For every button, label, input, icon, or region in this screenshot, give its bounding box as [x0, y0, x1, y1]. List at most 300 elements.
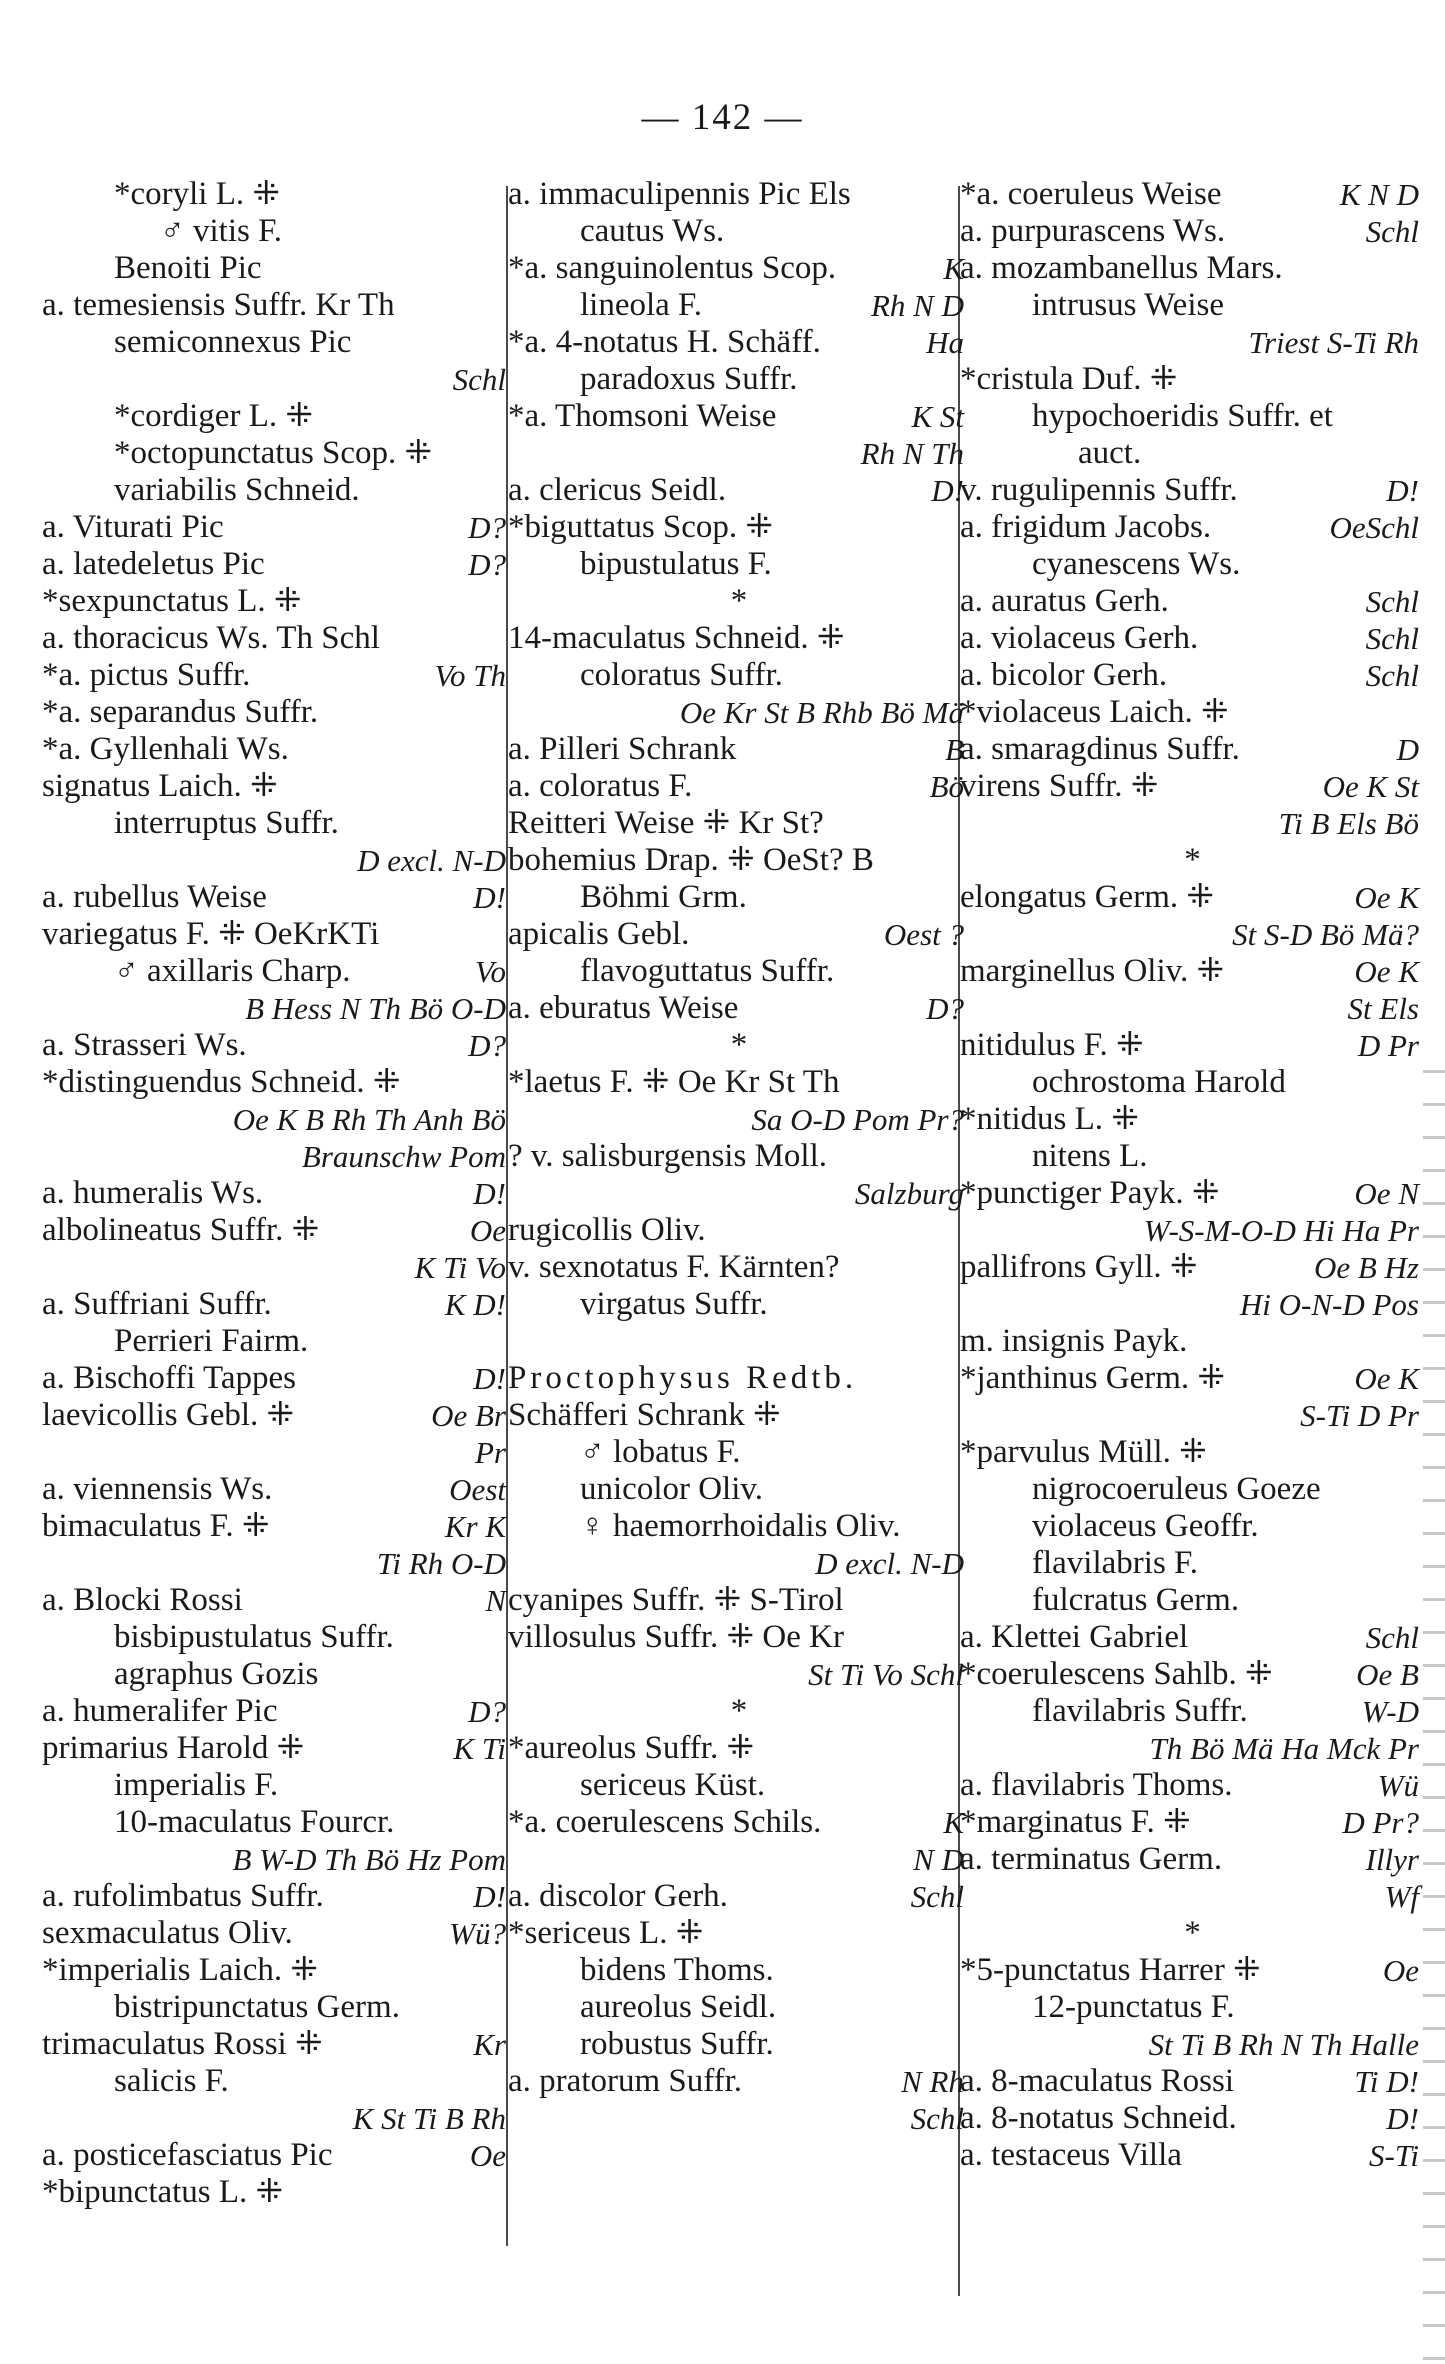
entry-text: a. discolor Gerh.	[508, 1878, 728, 1914]
entry-locality: N D	[913, 1842, 964, 1877]
entry-text: 14-maculatus Schneid. ⁜	[508, 620, 845, 656]
entry-line	[42, 990, 512, 1027]
entry-text: paradoxus Suffr.	[580, 361, 798, 397]
entry-text: a. immaculipennis Pic Els	[508, 176, 851, 212]
entry-text: bidens Thoms.	[580, 1952, 774, 1988]
entry-line	[508, 287, 970, 324]
entry-text: *	[1184, 1915, 1201, 1951]
entry-locality: K N D	[1339, 177, 1419, 212]
entry-text: lineola F.	[580, 287, 703, 323]
entry-locality: Oe K	[1354, 1361, 1419, 1396]
entry-line	[960, 1804, 1425, 1841]
entry-line	[960, 176, 1425, 213]
entry-text: albolineatus Suffr. ⁜	[42, 1212, 320, 1248]
entry-line	[508, 1397, 970, 1434]
entry-text: bipustulatus F.	[580, 546, 772, 582]
entry-locality: B Hess N Th Bö O-D	[245, 991, 506, 1026]
entry-text: *5-punctatus Harrer ⁜	[960, 1952, 1261, 1988]
entry-line	[960, 1767, 1425, 1804]
entry-locality: Schl	[1365, 214, 1419, 249]
entry-locality: Schl	[910, 1879, 964, 1914]
entry-locality: D	[1396, 732, 1419, 767]
entry-locality: Wü?	[449, 1916, 506, 1951]
entry-line	[42, 1804, 512, 1841]
entry-line	[42, 1952, 512, 1989]
entry-locality: Th Bö Mä Ha Mck Pr	[1149, 1731, 1419, 1766]
entry-text: signatus Laich. ⁜	[42, 768, 278, 804]
entry-locality: Wü	[1377, 1768, 1419, 1803]
entry-line	[960, 1138, 1425, 1175]
entry-line	[508, 361, 970, 398]
entry-text: *imperialis Laich. ⁜	[42, 1952, 318, 1988]
entry-locality: D?	[468, 1028, 506, 1063]
entry-line	[960, 361, 1425, 398]
entry-line	[42, 1027, 512, 1064]
entry-locality: D?	[468, 1694, 506, 1729]
entry-line	[42, 1656, 512, 1693]
entry-line	[508, 546, 970, 583]
entry-text: primarius Harold ⁜	[42, 1730, 305, 1766]
entry-text: a. thoracicus Ws. Th Schl	[42, 620, 380, 656]
entry-text: *cordiger L. ⁜	[114, 398, 313, 434]
entry-text: a. Pilleri Schrank	[508, 731, 737, 767]
page-edge-marks	[1423, 1040, 1445, 2360]
entry-line	[42, 1101, 512, 1138]
entry-locality: Pr	[475, 1435, 506, 1470]
entry-line	[960, 509, 1425, 546]
entry-text: *octopunctatus Scop. ⁜	[114, 435, 433, 471]
entry-text: coloratus Suffr.	[580, 657, 783, 693]
entry-line	[960, 1619, 1425, 1656]
entry-line	[960, 287, 1425, 324]
entry-line	[960, 250, 1425, 287]
entry-line	[42, 250, 512, 287]
entry-line	[960, 2137, 1425, 2174]
entry-text: *a. separandus Suffr.	[42, 694, 319, 730]
entry-locality: W-S-M-O-D Hi Ha Pr	[1143, 1213, 1419, 1248]
entry-line	[960, 324, 1425, 361]
entry-line	[508, 1212, 970, 1249]
entry-line	[508, 1545, 970, 1582]
entry-text: interruptus Suffr.	[114, 805, 339, 841]
entry-locality: D excl. N-D	[815, 1546, 964, 1581]
entry-text: sericeus Küst.	[580, 1767, 766, 1803]
section-separator	[508, 1027, 970, 1064]
entry-line	[42, 1434, 512, 1471]
entry-text: ♂ vitis F.	[160, 213, 283, 249]
entry-text: *aureolus Suffr. ⁜	[508, 1730, 755, 1766]
entry-text: *coryli L. ⁜	[114, 176, 281, 212]
entry-line	[508, 324, 970, 361]
entry-text: Benoiti Pic	[114, 250, 262, 286]
entry-line	[508, 176, 970, 213]
entry-text: *a. pictus Suffr.	[42, 657, 251, 693]
entry-locality: Oest	[449, 1472, 506, 1507]
entry-locality: S-Ti D Pr	[1300, 1398, 1419, 1433]
entry-text: a. coloratus F.	[508, 768, 693, 804]
entry-text: fulcratus Germ.	[1032, 1582, 1240, 1618]
entry-text: cyanipes Suffr. ⁜ S-Tirol	[508, 1582, 844, 1618]
entry-locality: S-Ti	[1369, 2138, 1419, 2173]
entry-line	[42, 1730, 512, 1767]
section-separator	[508, 583, 970, 620]
entry-text: *biguttatus Scop. ⁜	[508, 509, 774, 545]
entry-line	[508, 1101, 970, 1138]
entry-line	[960, 657, 1425, 694]
entry-line	[960, 1249, 1425, 1286]
entry-locality: St Ti Vo Schl	[808, 1657, 964, 1692]
entry-text: *a. Thomsoni Weise	[508, 398, 777, 434]
entry-line	[508, 768, 970, 805]
entry-locality: Oe Br	[431, 1398, 506, 1433]
entry-text: *parvulus Müll. ⁜	[960, 1434, 1207, 1470]
entry-locality: D!	[1386, 2101, 1419, 2136]
entry-text: apicalis Gebl.	[508, 916, 690, 952]
entry-text: elongatus Germ. ⁜	[960, 879, 1215, 915]
entry-text: a. 8-notatus Schneid.	[960, 2100, 1237, 2136]
entry-text: robustus Suffr.	[580, 2026, 774, 2062]
entry-line	[42, 879, 512, 916]
entry-text: *sericeus L. ⁜	[508, 1915, 704, 1951]
entry-line	[508, 1471, 970, 1508]
entry-line	[42, 2174, 512, 2211]
entry-locality: K Ti	[453, 1731, 506, 1766]
entry-locality: K	[943, 1805, 964, 1840]
entry-line	[508, 1841, 970, 1878]
entry-text: nitens L.	[1032, 1138, 1148, 1174]
entry-locality: Illyr	[1365, 1842, 1419, 1877]
entry-locality: Oe K	[1354, 954, 1419, 989]
entry-locality: D!	[473, 1176, 506, 1211]
column-right	[960, 176, 1425, 2174]
entry-locality: Ti D!	[1354, 2064, 1419, 2099]
entry-text: *	[730, 583, 748, 619]
entry-text: virgatus Suffr.	[580, 1286, 768, 1322]
entry-text: a. smaragdinus Suffr.	[960, 731, 1240, 767]
entry-line	[508, 620, 970, 657]
entry-text: a. Blocki Rossi	[42, 1582, 243, 1618]
entry-line	[508, 805, 970, 842]
entry-text: bisbipustulatus Suffr.	[114, 1619, 394, 1655]
entry-text: a. Suffriani Suffr.	[42, 1286, 272, 1322]
entry-locality: Vo	[475, 954, 506, 989]
entry-text: a. 8-maculatus Rossi	[960, 2063, 1235, 2099]
entry-text: a. eburatus Weise	[508, 990, 739, 1026]
entry-text: a. purpurascens Ws.	[960, 213, 1226, 249]
entry-text: Perrieri Fairm.	[114, 1323, 309, 1359]
entry-text: a. humeralis Ws.	[42, 1175, 264, 1211]
entry-line	[42, 1175, 512, 1212]
entry-text: v. sexnotatus F. Kärnten?	[508, 1249, 840, 1285]
entry-line	[508, 1508, 970, 1545]
entry-locality: Ha	[926, 325, 964, 360]
entry-line	[42, 1064, 512, 1101]
entry-locality: Wf	[1384, 1879, 1419, 1914]
entry-line	[960, 879, 1425, 916]
entry-text: ochrostoma Harold	[1032, 1064, 1286, 1100]
entry-locality: Oe K	[1354, 880, 1419, 915]
entry-line	[960, 1582, 1425, 1619]
entry-text: laevicollis Gebl. ⁜	[42, 1397, 295, 1433]
section-separator	[960, 1915, 1425, 1952]
entry-line	[508, 509, 970, 546]
entry-locality: Triest S-Ti Rh	[1248, 325, 1419, 360]
entry-locality: D!	[473, 1879, 506, 1914]
entry-line	[960, 1175, 1425, 1212]
entry-locality: Oe	[469, 2138, 506, 2173]
entry-line	[42, 2063, 512, 2100]
entry-line	[960, 1508, 1425, 1545]
entry-text: variegatus F. ⁜ OeKrKTi	[42, 916, 380, 952]
entry-line	[508, 1434, 970, 1471]
entry-text: a. Viturati Pic	[42, 509, 224, 545]
entry-line	[42, 1212, 512, 1249]
entry-text: Proctophysus Redtb.	[508, 1360, 858, 1396]
entry-line	[508, 657, 970, 694]
entry-line	[508, 250, 970, 287]
entry-line	[508, 1730, 970, 1767]
entry-text: Böhmi Grm.	[580, 879, 747, 915]
entry-line	[42, 213, 512, 250]
entry-line	[508, 916, 970, 953]
entry-text: a. mozambanellus Mars.	[960, 250, 1283, 286]
entry-line	[960, 990, 1425, 1027]
entry-line	[960, 916, 1425, 953]
entry-text: rugicollis Oliv.	[508, 1212, 706, 1248]
entry-text: a. temesiensis Suffr. Kr Th	[42, 287, 395, 323]
entry-line	[960, 768, 1425, 805]
entry-line	[42, 768, 512, 805]
entry-locality: Oe B	[1356, 1657, 1419, 1692]
entry-line	[508, 1804, 970, 1841]
entry-text: ? v. salisburgensis Moll.	[508, 1138, 827, 1174]
entry-text: nigrocoeruleus Goeze	[1032, 1471, 1321, 1507]
entry-text: bohemius Drap. ⁜ OeSt? B	[508, 842, 874, 878]
entry-locality: Ti Rh O-D	[376, 1546, 506, 1581]
entry-line	[42, 546, 512, 583]
entry-line	[960, 1064, 1425, 1101]
entry-text: bistripunctatus Germ.	[114, 1989, 400, 2025]
entry-line	[42, 176, 512, 213]
entry-text: a. Klettei Gabriel	[960, 1619, 1189, 1655]
entry-line	[508, 2063, 970, 2100]
entry-locality: N Rh	[901, 2064, 964, 2099]
entry-text: *coerulescens Sahlb. ⁜	[960, 1656, 1273, 1692]
entry-line	[42, 805, 512, 842]
entry-text: intrusus Weise	[1032, 287, 1224, 323]
entry-text: sexmaculatus Oliv.	[42, 1915, 293, 1951]
entry-text: *sexpunctatus L. ⁜	[42, 583, 302, 619]
entry-locality: Schl	[1365, 1620, 1419, 1655]
entry-text: a. pratorum Suffr.	[508, 2063, 743, 2099]
entry-text: cyanescens Ws.	[1032, 546, 1241, 582]
entry-line	[42, 1138, 512, 1175]
entry-locality: D?	[468, 547, 506, 582]
entry-line	[508, 1952, 970, 1989]
entry-line	[508, 1878, 970, 1915]
entry-text: violaceus Geoffr.	[1032, 1508, 1259, 1544]
entry-text: *a. coeruleus Weise	[960, 176, 1222, 212]
entry-line	[960, 1434, 1425, 1471]
entry-line	[42, 694, 512, 731]
entry-line	[508, 1249, 970, 1286]
entry-line	[960, 583, 1425, 620]
entry-line	[960, 213, 1425, 250]
entry-line	[42, 2137, 512, 2174]
entry-line	[42, 1582, 512, 1619]
entry-line	[508, 879, 970, 916]
entry-line	[960, 1360, 1425, 1397]
entry-line	[42, 324, 512, 361]
entry-locality: Oe B Hz	[1313, 1250, 1419, 1285]
entry-text: nitidulus F. ⁜	[960, 1027, 1144, 1063]
entry-line	[42, 1767, 512, 1804]
entry-line	[508, 398, 970, 435]
entry-locality: Braunschw Pom	[301, 1139, 506, 1174]
section-separator	[508, 1693, 970, 1730]
entry-line	[508, 1323, 970, 1360]
entry-text: *a. 4-notatus H. Schäff.	[508, 324, 821, 360]
entry-line	[42, 1286, 512, 1323]
entry-text: a. humeralifer Pic	[42, 1693, 278, 1729]
entry-line	[960, 1471, 1425, 1508]
entry-line	[960, 546, 1425, 583]
entry-text: *a. Gyllenhali Ws.	[42, 731, 289, 767]
entry-text: a. clericus Seidl.	[508, 472, 727, 508]
entry-text: trimaculatus Rossi ⁜	[42, 2026, 323, 2062]
entry-line	[42, 1545, 512, 1582]
entry-line	[42, 1360, 512, 1397]
entry-line	[42, 1619, 512, 1656]
entry-line	[42, 287, 512, 324]
entry-text: 10-maculatus Fourcr.	[114, 1804, 395, 1840]
entry-text: a. viennensis Ws.	[42, 1471, 273, 1507]
entry-line	[42, 620, 512, 657]
entry-locality: B	[945, 732, 964, 767]
entry-line	[960, 620, 1425, 657]
entry-line	[960, 953, 1425, 990]
entry-text: *	[730, 1027, 748, 1063]
entry-locality: Hi O-N-D Pos	[1239, 1287, 1419, 1322]
entry-line	[508, 1989, 970, 2026]
column-left	[42, 176, 512, 2211]
entry-locality: K Ti Vo	[414, 1250, 506, 1285]
entry-line	[42, 2026, 512, 2063]
entry-locality: Bö	[929, 769, 964, 804]
entry-text: a. rubellus Weise	[42, 879, 267, 915]
entry-line	[42, 1508, 512, 1545]
entry-line	[960, 1656, 1425, 1693]
entry-text: *a. coerulescens Schils.	[508, 1804, 822, 1840]
entry-line	[960, 1730, 1425, 1767]
entry-line	[960, 1545, 1425, 1582]
entry-line	[42, 1471, 512, 1508]
entry-locality: Schl	[452, 362, 506, 397]
entry-text: *	[730, 1693, 748, 1729]
entry-locality: Schl	[1365, 658, 1419, 693]
entry-locality: St Els	[1347, 991, 1419, 1026]
entry-line	[42, 1841, 512, 1878]
entry-line	[508, 731, 970, 768]
entry-line	[42, 657, 512, 694]
entry-locality: D?	[926, 991, 964, 1026]
entry-text: a. flavilabris Thoms.	[960, 1767, 1233, 1803]
entry-locality: K St	[911, 399, 964, 434]
entry-line	[960, 694, 1425, 731]
entry-line	[508, 2100, 970, 2137]
entry-line	[960, 1952, 1425, 1989]
entry-line	[42, 731, 512, 768]
entry-text: a. Bischoffi Tappes	[42, 1360, 297, 1396]
entry-line	[508, 2026, 970, 2063]
entry-text: agraphus Gozis	[114, 1656, 319, 1692]
entry-line	[960, 1989, 1425, 2026]
entry-locality: D!	[473, 1361, 506, 1396]
entry-line	[508, 1915, 970, 1952]
entry-text: *a. sanguinolentus Scop.	[508, 250, 837, 286]
entry-line	[960, 2026, 1425, 2063]
entry-locality: Rh N D	[871, 288, 964, 323]
entry-locality: D excl. N-D	[357, 843, 506, 878]
entry-locality: Schl	[1365, 621, 1419, 656]
entry-line	[42, 2100, 512, 2137]
entry-text: *violaceus Laich. ⁜	[960, 694, 1229, 730]
entry-locality: Sa O-D Pom Pr?	[751, 1102, 964, 1137]
entry-text: flavilabris Suffr.	[1032, 1693, 1248, 1729]
entry-locality: K D!	[444, 1287, 506, 1322]
entry-locality: Kr	[473, 2027, 506, 2062]
entry-text: aureolus Seidl.	[580, 1989, 777, 2025]
entry-line	[508, 1582, 970, 1619]
entry-locality: Oe K B Rh Th Anh Bö	[232, 1102, 506, 1137]
entry-locality: D Pr	[1357, 1028, 1419, 1063]
entry-text: *laetus F. ⁜ Oe Kr St Th	[508, 1064, 840, 1100]
entry-line	[508, 472, 970, 509]
entry-text: *punctiger Payk. ⁜	[960, 1175, 1220, 1211]
entry-line	[42, 361, 512, 398]
entry-text: flavilabris F.	[1032, 1545, 1198, 1581]
entry-line	[42, 1249, 512, 1286]
entry-locality: Rh N Th	[860, 436, 964, 471]
entry-locality: Schl	[1365, 584, 1419, 619]
entry-locality: Vo Th	[434, 658, 506, 693]
entry-text: a. violaceus Gerh.	[960, 620, 1199, 656]
entry-locality: D Pr?	[1342, 1805, 1419, 1840]
entry-line	[960, 1841, 1425, 1878]
entry-locality: Schl	[910, 2101, 964, 2136]
entry-text: *nitidus L. ⁜	[960, 1101, 1139, 1137]
entry-locality: Kr K	[444, 1509, 506, 1544]
entry-line	[508, 1656, 970, 1693]
entry-text: imperialis F.	[114, 1767, 279, 1803]
page-number: — 142 —	[641, 97, 804, 138]
entry-line	[42, 916, 512, 953]
entry-line	[508, 842, 970, 879]
entry-text: ♀ haemorrhoidalis Oliv.	[580, 1508, 901, 1544]
entry-text: ♂ axillaris Charp.	[114, 953, 351, 989]
entry-line	[508, 1619, 970, 1656]
entry-text: ♂ lobatus F.	[580, 1434, 741, 1470]
entry-text: a. rufolimbatus Suffr.	[42, 1878, 324, 1914]
entry-locality: K St Ti B Rh	[352, 2101, 506, 2136]
entry-line	[960, 1286, 1425, 1323]
entry-line	[508, 990, 970, 1027]
entry-locality: Oe	[469, 1213, 506, 1248]
entry-text: a. Strasseri Ws.	[42, 1027, 247, 1063]
entry-locality: Oe N	[1354, 1176, 1419, 1211]
entry-line	[508, 213, 970, 250]
entry-line	[42, 1693, 512, 1730]
